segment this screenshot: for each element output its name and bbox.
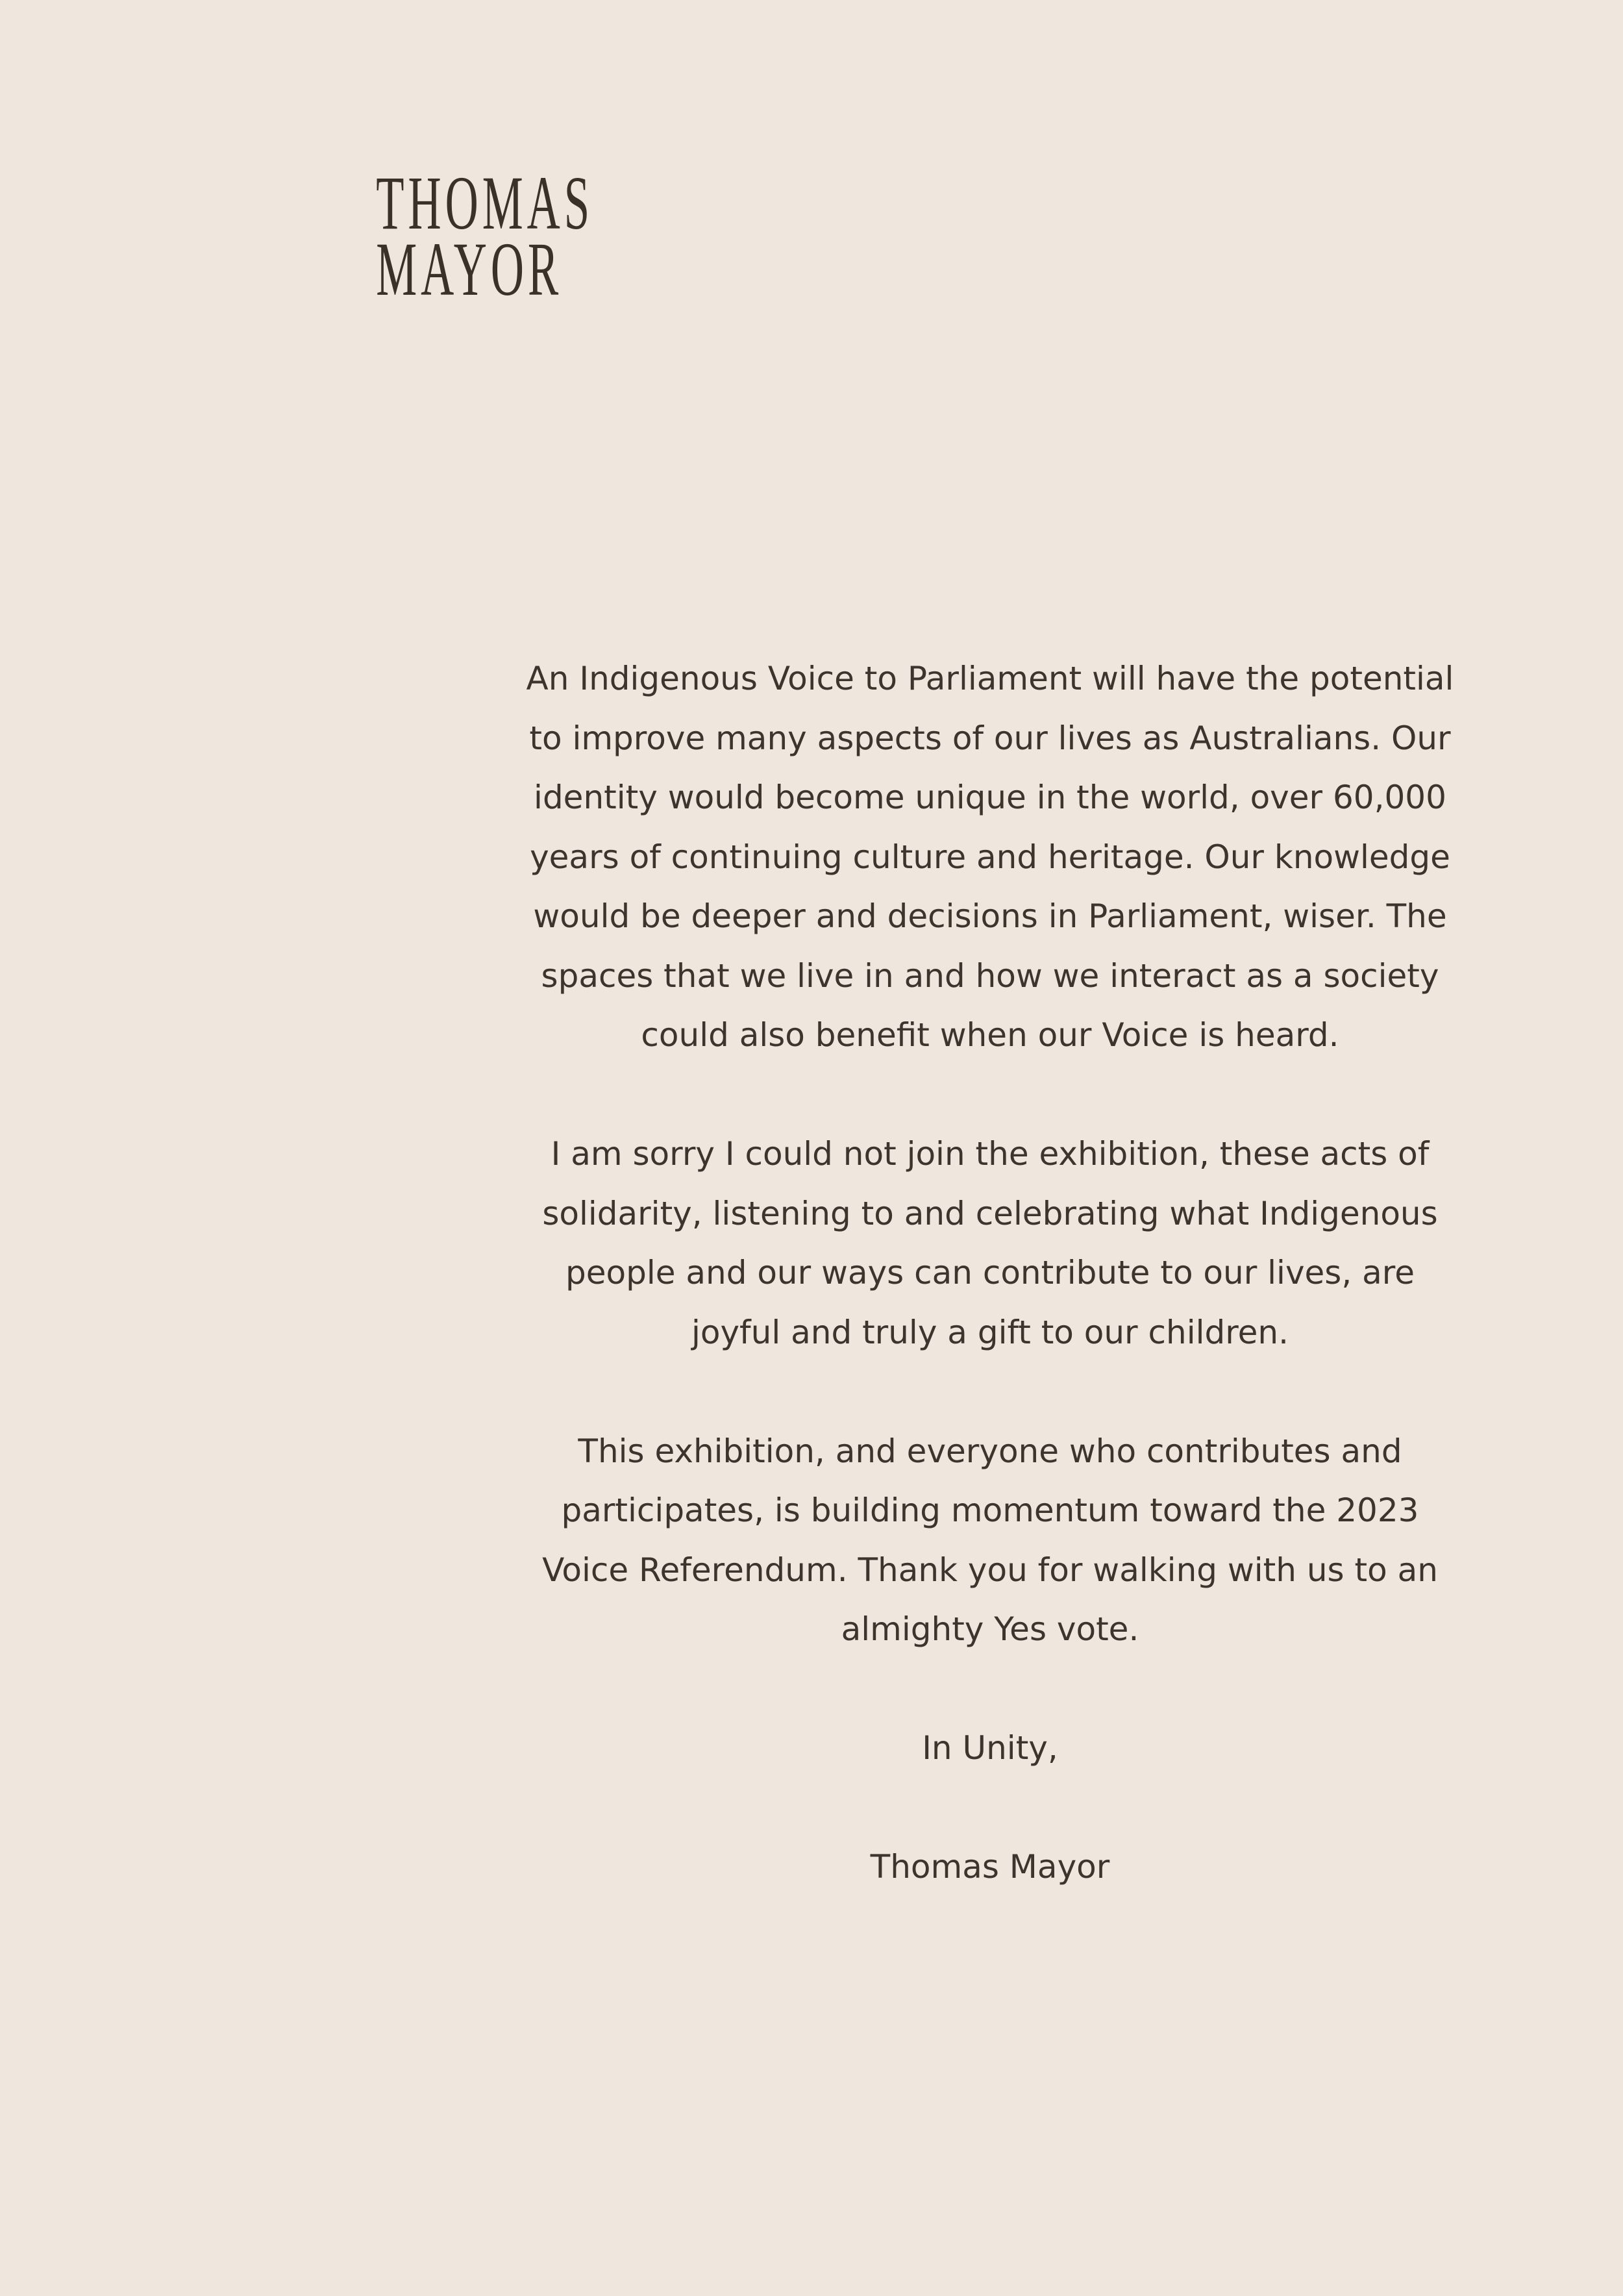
closing-line: In Unity, <box>922 1729 1058 1767</box>
signature-name: Thomas Mayor <box>870 1848 1110 1886</box>
paragraph-spacer <box>519 1066 1461 1125</box>
paragraph-momentum: This exhibition, and everyone who contributes and participates, is building momentum toward the 2023 Voice Referendum. Thank you for walking with us to an almighty Yes vote. <box>542 1432 1438 1648</box>
paragraph-voice-benefits: An Indigenous Voice to Parliament will have the potential to improve many aspects of our lives as Australians. Our identity would become unique in the world, over 60,000 years of continuing culture and heritage. Our knowledge would be deeper and decisions in Parliament, wiser. The spaces that we live in and how we interact as a society could also benefit when our Voice is heard. <box>526 660 1454 1054</box>
paragraph-spacer <box>519 1660 1461 1719</box>
paragraph-spacer <box>519 1362 1461 1422</box>
paragraph-apology: I am sorry I could not join the exhibition, these acts of solidarity, listening to and celebrating what Indigenous people and our ways can contribute to our lives, are joyful and truly a gift to our children. <box>542 1135 1438 1351</box>
name-line-first: THOMAS <box>376 160 594 245</box>
paragraph-spacer <box>519 1778 1461 1838</box>
letter-body <box>519 649 1461 1897</box>
author-name-heading <box>273 160 594 312</box>
name-line-last: MAYOR <box>376 227 563 312</box>
